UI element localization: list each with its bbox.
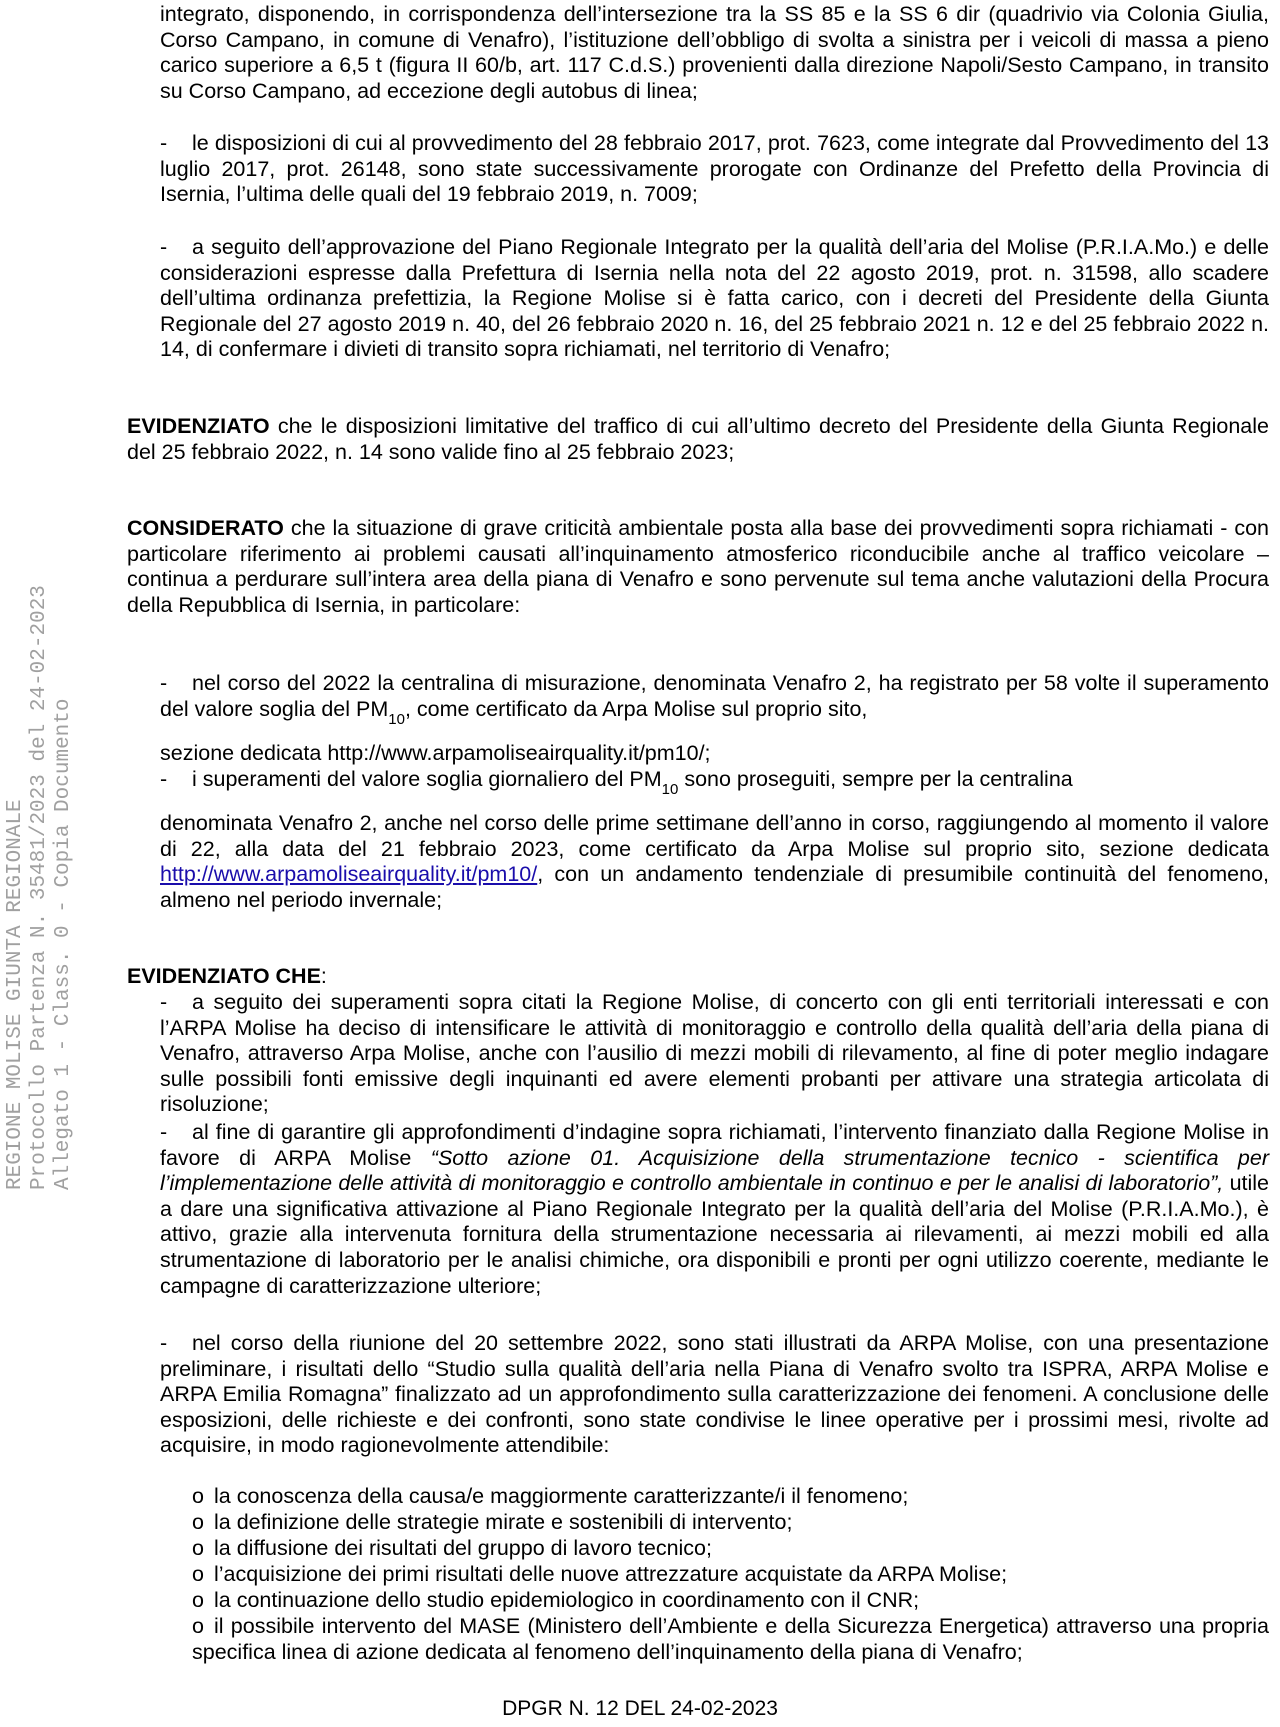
bullet-marker: o <box>192 1562 204 1586</box>
item-text: la diffusione dei risultati del gruppo di lavoro tecnico; <box>214 1536 712 1560</box>
bullet-marker: o <box>192 1484 204 1508</box>
bullet-marker: o <box>192 1536 204 1560</box>
dash-marker: - <box>160 671 168 695</box>
bullet-marker: o <box>192 1588 204 1612</box>
list-item-venafro2-continuation <box>160 811 1269 913</box>
list-item-centralina-2022 <box>160 671 1269 728</box>
dash-marker: - <box>160 131 168 155</box>
italic-quote: “Sotto azione 01. Acquisizione della strumentazione tecnico - scientifica per l’implementazione delle attività di monitoraggio e controllo ambientale in continuo e per le analisi di laboratorio”, <box>160 1145 1270 1196</box>
item-text: , come certificato da Arpa Molise sul proprio sito, <box>404 696 868 721</box>
paragraph-provvedimento-2017 <box>160 131 1269 208</box>
item-text: il possibile intervento del MASE (Ministero dell’Ambiente e della Sicurezza Energetica) attraverso una propria specifica linea di azione dedicata al fenomeno dell’inquinamento della piana di Venafro; <box>192 1614 1269 1664</box>
item-text: nel corso del 2022 la centralina di misurazione, denominata Venafro 2, ha registrato per 58 volte il superamento del valore soglia del PM <box>160 671 1269 721</box>
list-item <box>192 1484 1269 1510</box>
paragraph-considerato <box>127 516 1269 618</box>
list-item-monitoraggio <box>160 990 1269 1118</box>
item-text: al fine di garantire gli approfondimenti d’indagine sopra richiamati, l’intervento finanziato dalla Regione Molise in favore di ARPA Molise <box>160 1120 1269 1170</box>
list-item-superamenti-2023 <box>160 767 1269 798</box>
list-item <box>192 1510 1269 1536</box>
pm-subscript: 10 <box>388 710 405 728</box>
paragraph-svolta-obbligo: integrato, disponendo, in corrispondenza dell’intersezione tra la SS 85 e la SS 6 dir (quadrivio via Colonia Giulia, Corso Campano, in comune di Venafro), l’istituzione dell’obbligo di svolta a sinistra per i veicoli di massa a pieno carico superiore a 6,5 t (figura II 60/b, art. 117 C.d.S.) provenienti dalla direzione Napoli/Sesto Campano, in transito su Corso Campano, ad eccezione degli autobus di linea; <box>160 2 1269 103</box>
list-item-sezione-dedicata: sezione dedicata http://www.arpamoliseairquality.it/pm10/; <box>160 741 711 765</box>
list-item <box>192 1562 1269 1588</box>
item-text: sono proseguiti, sempre per la centralina <box>678 767 1073 791</box>
item-text: a seguito dei superamenti sopra citati la Regione Molise, di concerto con gli enti territoriali interessati e con l’ARPA Molise ha deciso di intensificare le attività di monitoraggio e controllo della qualità dell’aria della piana di Venafro, attraverso Arpa Molise, anche con l’ausilio di mezzi mobili di rilevamento, al fine di poter meglio indagare sulle possibili fonti emissive degli inquinanti ed avere elementi probanti per attivare una strategia articolata di risoluzione; <box>160 990 1269 1117</box>
page-footer: DPGR N. 12 DEL 24-02-2023 <box>502 1697 778 1720</box>
item-text: la definizione delle strategie mirate e sostenibili di intervento; <box>214 1510 793 1534</box>
dash-marker: - <box>160 767 168 791</box>
list-item-sotto-azione <box>160 1120 1269 1299</box>
watermark-line-2: Protocollo Partenza N. 35481/2023 del 24-02-2023 <box>28 585 51 1190</box>
item-text: i superamenti del valore soglia giornaliero del PM <box>192 767 662 791</box>
keyword-evidenziato: EVIDENZIATO <box>127 414 270 438</box>
dash-marker: - <box>160 1331 168 1355</box>
paragraph-priamo-decreti <box>160 235 1269 363</box>
protocol-watermark <box>4 490 76 1190</box>
paragraph-text: che le disposizioni limitative del traffico di cui all’ultimo decreto del Presidente della Giunta Regionale del 25 febbraio 2022, n. 14 sono valide fino al 25 febbraio 2023; <box>127 414 1269 464</box>
bullet-marker: o <box>192 1510 204 1534</box>
dash-marker: - <box>160 235 168 259</box>
dash-marker: - <box>160 1120 168 1144</box>
bullet-marker: o <box>192 1614 204 1638</box>
item-text: la conoscenza della causa/e maggiormente caratterizzante/i il fenomeno; <box>214 1484 909 1508</box>
watermark-line-3: Allegato 1 - Class. 0 - Copia Documento <box>52 698 75 1190</box>
list-item <box>192 1536 1269 1562</box>
item-text: l’acquisizione dei primi risultati delle nuove attrezzature acquistate da ARPA Molise; <box>214 1562 1008 1586</box>
arpa-pm10-link[interactable]: http://www.arpamoliseairquality.it/pm10/ <box>160 862 538 887</box>
watermark-line-1: REGIONE MOLISE GIUNTA REGIONALE <box>4 799 27 1190</box>
item-text: , con un andamento tendenziale di presumibile continuità del fenomeno, almeno nel periodo invernale; <box>160 862 1269 912</box>
paragraph-text: a seguito dell’approvazione del Piano Regionale Integrato per la qualità dell’aria del Molise (P.R.I.A.Mo.) e delle considerazioni espresse dalla Prefettura di Isernia nella nota del 22 agosto 2019, prot. n. 31598, allo scadere dell’ultima ordinanza prefettizia, la Regione Molise si è fatta carico, con i decreti del Presidente della Giunta Regionale del 27 agosto 2019 n. 40, del 26 febbraio 2020 n. 16, del 25 febbraio 2021 n. 12 e del 25 febbraio 2022 n. 14, di confermare i divieti di transito sopra richiamati, nel territorio di Venafro; <box>160 235 1269 362</box>
item-text: nel corso della riunione del 20 settembre 2022, sono stati illustrati da ARPA Molise, con una presentazione preliminare, i risultati dello “Studio sulla qualità dell’aria nella Piana di Venafro svolto tra ISPRA, ARPA Molise e ARPA Emilia Romagna” finalizzato ad un approfondimento sulla caratterizzazione dei fenomeni. A conclusione delle esposizioni, delle richieste e dei confronti, sono state condivise le linee operative per i prossimi mesi, rivolte ad acquisire, in modo ragionevolmente attendibile: <box>160 1331 1269 1458</box>
list-item <box>192 1614 1269 1665</box>
pm-subscript: 10 <box>661 781 679 798</box>
item-text: denominata Venafro 2, anche nel corso delle prime settimane dell’anno in corso, raggiungendo al momento il valore di 22, alla data del 21 febbraio 2023, come certificato da Arpa Molise sul proprio sito, sezione dedicata <box>160 811 1269 861</box>
dash-marker: - <box>160 990 168 1014</box>
paragraph-evidenziato <box>127 414 1269 465</box>
list-item-riunione-settembre <box>160 1331 1269 1459</box>
heading-evidenziato-che <box>127 964 1269 990</box>
item-text: utile a dare una significativa attivazione al Piano Regionale Integrato per la qualità dell’aria del Molise (P.R.I.A.Mo.), è attivo, grazie alla intervenuta fornitura della strumentazione necessaria ai rilevamenti, ai mezzi mobili ed alla strumentazione di laboratorio per le analisi chimiche, ora disponibili e pronti per ogni utilizzo coerente, mediante le campagne di caratterizzazione ulteriore; <box>160 1171 1270 1298</box>
keyword-considerato: CONSIDERATO <box>127 516 284 540</box>
paragraph-text: le disposizioni di cui al provvedimento del 28 febbraio 2017, prot. 7623, come integrate dal Provvedimento del 13 luglio 2017, prot. 26148, sono state successivamente prorogate con Ordinanze del Prefetto della Provincia di Isernia, l’ultima delle quali del 19 febbraio 2019, n. 7009; <box>160 131 1269 207</box>
item-text: la continuazione dello studio epidemiologico in coordinamento con il CNR; <box>214 1588 920 1612</box>
paragraph-text: che la situazione di grave criticità ambientale posta alla base dei provvedimenti sopra richiamati - con particolare riferimento ai problemi causati all’inquinamento atmosferico riconducibile anche al traffico veicolare – continua a perdurare sull’intera area della piana di Venafro e sono pervenute sul tema anche valutazioni della Procura della Repubblica di Isernia, in particolare: <box>127 516 1269 617</box>
heading-colon: : <box>320 964 327 988</box>
list-item <box>192 1588 1269 1614</box>
keyword-evidenziato-che: EVIDENZIATO CHE <box>127 964 321 988</box>
